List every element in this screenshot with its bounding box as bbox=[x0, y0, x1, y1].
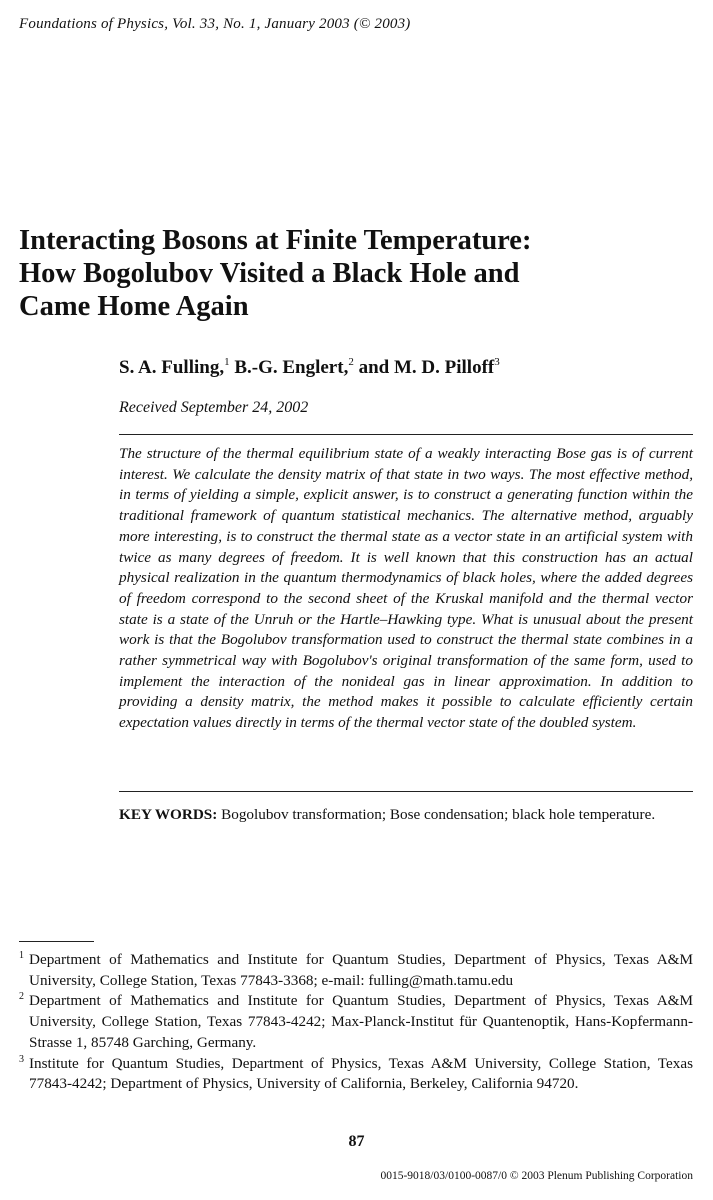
keywords-text: Bogolubov transformation; Bose condensation; black hole temperature. bbox=[221, 806, 656, 823]
title-line: Came Home Again bbox=[19, 291, 249, 322]
footnote-mark: 2 bbox=[19, 991, 24, 1003]
keywords bbox=[119, 804, 693, 825]
author-name: S. A. Fulling, bbox=[119, 357, 225, 378]
copyright-line: 0015-9018/03/0100-0087/0 © 2003 Plenum Publishing Corporation bbox=[380, 1170, 693, 1182]
affiliation-mark: 1 bbox=[224, 356, 230, 368]
received-date: Received September 24, 2002 bbox=[119, 399, 309, 416]
author-name: B.-G. Englert, bbox=[234, 357, 349, 378]
abstract-top-rule bbox=[119, 434, 693, 435]
affiliation-mark: 3 bbox=[494, 356, 500, 368]
footnote-text: Institute for Quantum Studies, Department of Physics, Texas A&M University, College Station, Texas 77843-4242; Department of Physics, University of California, Berkeley, California 94720. bbox=[29, 1054, 693, 1093]
footnote-mark: 3 bbox=[19, 1053, 24, 1065]
footnote bbox=[19, 1054, 693, 1095]
footnotes bbox=[19, 950, 693, 1095]
author-connector: and bbox=[358, 357, 390, 378]
author-name: M. D. Pilloff bbox=[393, 357, 495, 378]
abstract: The structure of the thermal equilibrium state of a weakly interacting Bose gas is of current interest. We calculate the density matrix of that state in two ways. The most effective method, in terms of yielding a simple, explicit answer, is to construct a generating function within the traditional framework of quantum statistical mechanics. The alternative method, arguably more interesting, is to construct the thermal state as a vector state in an artificial system with twice as many degrees of freedom. It is well known that this construction has an actual physical realization in the quantum thermodynamics of black holes, where the added degrees of freedom correspond to the second sheet of the Kruskal manifold and the thermal vector state is a state of the Unruh or the Hartle–Hawking type. What is unusual about the present work is that the Bogolubov transformation used to construct the thermal state combines in a rather symmetrical way with Bogolubov's original transformation of the same form, used to implement the interaction of the nonideal gas in linear approximation. In addition to providing a density matrix, the method makes it possible to calculate efficiently certain expectation values directly in terms of the thermal vector state of the doubled system. bbox=[119, 445, 693, 732]
abstract-bottom-rule bbox=[119, 791, 693, 792]
footnote-rule bbox=[19, 941, 94, 942]
affiliation-mark: 2 bbox=[348, 356, 354, 368]
footnote bbox=[19, 950, 693, 991]
title-line: How Bogolubov Visited a Black Hole and bbox=[19, 258, 520, 289]
journal-citation: Foundations of Physics, Vol. 33, No. 1, January 2003 (© 2003) bbox=[19, 16, 411, 32]
footnote bbox=[19, 991, 693, 1053]
footnote-mark: 1 bbox=[19, 950, 24, 961]
footnote-text: Department of Mathematics and Institute for Quantum Studies, Department of Physics, Texas A&M University, College Station, Texas 77843-3368; e-mail: fulling@math.tamu.edu bbox=[29, 951, 693, 989]
footnote-text: Department of Mathematics and Institute for Quantum Studies, Department of Physics, Texas A&M University, College Station, Texas 77843-4242; Max-Planck-Institut für Quantenoptik, Hans-Kopfermann-Strasse 1, 85748 Garching, Germany. bbox=[29, 992, 693, 1051]
page-number: 87 bbox=[348, 1133, 365, 1150]
paper-title bbox=[19, 224, 679, 323]
keywords-label: KEY WORDS: bbox=[119, 806, 218, 823]
title-line: Interacting Bosons at Finite Temperature: bbox=[19, 225, 532, 256]
author-list bbox=[119, 356, 500, 379]
